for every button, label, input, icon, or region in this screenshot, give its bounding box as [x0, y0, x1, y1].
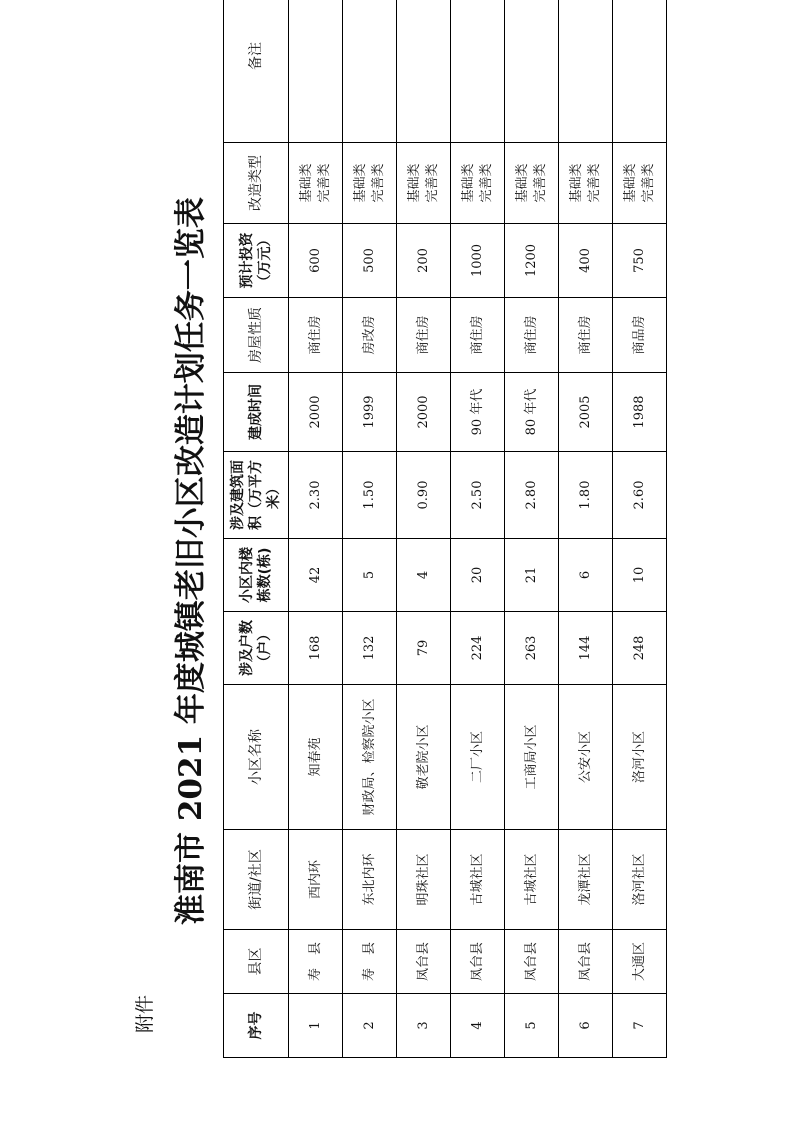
row-type: 基础类 完善类: [559, 143, 613, 224]
row-nature: 商住房: [451, 298, 505, 373]
row-nature: 商住房: [559, 298, 613, 373]
table-row: [505, 0, 559, 1058]
row-community-name: 公安小区: [559, 685, 613, 830]
row-county: 凤台县: [451, 930, 505, 994]
row-community-name: 知春苑: [289, 685, 343, 830]
row-area: 1.50: [343, 452, 397, 539]
row-county: 凤台县: [559, 930, 613, 994]
row-area: 1.80: [559, 452, 613, 539]
row-street: 西内环: [289, 830, 343, 930]
row-type: 基础类 完善类: [505, 143, 559, 224]
row-no: 4: [451, 994, 505, 1058]
row-investment: 600: [289, 224, 343, 298]
row-built-time: 2000: [289, 373, 343, 452]
row-street: 古城社区: [451, 830, 505, 930]
row-street: 明珠社区: [397, 830, 451, 930]
header-no: 序号: [224, 994, 289, 1058]
row-buildings: 4: [397, 539, 451, 612]
row-investment: 750: [613, 224, 667, 298]
row-nature: 房改房: [343, 298, 397, 373]
row-households: 132: [343, 612, 397, 685]
row-no: 5: [505, 994, 559, 1058]
row-buildings: 21: [505, 539, 559, 612]
row-no: 1: [289, 994, 343, 1058]
header-type: 改造类型: [224, 143, 289, 224]
row-street: 古城社区: [505, 830, 559, 930]
row-built-time: 1999: [343, 373, 397, 452]
row-nature: 商住房: [397, 298, 451, 373]
header-county: 县区: [224, 930, 289, 994]
row-buildings: 5: [343, 539, 397, 612]
row-county: 大通区: [613, 930, 667, 994]
header-built-time: 建成时间: [224, 373, 289, 452]
row-street: 洛河社区: [613, 830, 667, 930]
row-investment: 200: [397, 224, 451, 298]
row-households: 79: [397, 612, 451, 685]
row-note: [505, 0, 559, 143]
row-built-time: 90 年代: [451, 373, 505, 452]
row-type: 基础类 完善类: [397, 143, 451, 224]
row-built-time: 2000: [397, 373, 451, 452]
row-street: 龙潭社区: [559, 830, 613, 930]
row-street: 东北内环: [343, 830, 397, 930]
row-type: 基础类 完善类: [613, 143, 667, 224]
row-built-time: 1988: [613, 373, 667, 452]
row-buildings: 20: [451, 539, 505, 612]
header-street: 街道/社区: [224, 830, 289, 930]
row-community-name: 财政局、检察院小区: [343, 685, 397, 830]
row-no: 7: [613, 994, 667, 1058]
row-community-name: 工商局小区: [505, 685, 559, 830]
row-area: 2.60: [613, 452, 667, 539]
row-area: 2.30: [289, 452, 343, 539]
row-type: 基础类 完善类: [451, 143, 505, 224]
renovation-task-table: [223, 0, 667, 1058]
row-note: [613, 0, 667, 143]
row-note: [289, 0, 343, 143]
row-no: 6: [559, 994, 613, 1058]
row-county: 凤台县: [505, 930, 559, 994]
row-note: [397, 0, 451, 143]
row-investment: 500: [343, 224, 397, 298]
table-row: [289, 0, 343, 1058]
row-buildings: 42: [289, 539, 343, 612]
row-type: 基础类 完善类: [289, 143, 343, 224]
row-investment: 400: [559, 224, 613, 298]
table-header-row: [224, 0, 289, 1058]
row-type: 基础类 完善类: [343, 143, 397, 224]
table-row: [343, 0, 397, 1058]
row-households: 168: [289, 612, 343, 685]
document-title: 淮南市 2021 年度城镇老旧小区改造计划任务一览表: [173, 197, 209, 925]
row-no: 2: [343, 994, 397, 1058]
row-nature: 商住房: [289, 298, 343, 373]
header-investment: 预计投资（万元）: [224, 224, 289, 298]
header-buildings: 小区内楼栋数(栋): [224, 539, 289, 612]
row-households: 248: [613, 612, 667, 685]
row-note: [343, 0, 397, 143]
row-investment: 1000: [451, 224, 505, 298]
table-row: [451, 0, 505, 1058]
attachment-label: 附件: [134, 994, 156, 1033]
row-buildings: 10: [613, 539, 667, 612]
row-note: [559, 0, 613, 143]
row-community-name: 敬老院小区: [397, 685, 451, 830]
row-community-name: 洛河小区: [613, 685, 667, 830]
table-row: [397, 0, 451, 1058]
header-note: 备注: [224, 0, 289, 143]
row-buildings: 6: [559, 539, 613, 612]
row-community-name: 二厂小区: [451, 685, 505, 830]
row-nature: 商住房: [505, 298, 559, 373]
row-county: 寿 县: [343, 930, 397, 994]
table-row: [613, 0, 667, 1058]
row-built-time: 2005: [559, 373, 613, 452]
table-row: [559, 0, 613, 1058]
row-county: 寿 县: [289, 930, 343, 994]
row-households: 144: [559, 612, 613, 685]
header-households: 涉及户数（户）: [224, 612, 289, 685]
row-area: 0.90: [397, 452, 451, 539]
row-county: 凤台县: [397, 930, 451, 994]
row-area: 2.80: [505, 452, 559, 539]
row-built-time: 80 年代: [505, 373, 559, 452]
header-nature: 房屋性质: [224, 298, 289, 373]
row-note: [451, 0, 505, 143]
row-nature: 商品房: [613, 298, 667, 373]
row-investment: 1200: [505, 224, 559, 298]
row-households: 224: [451, 612, 505, 685]
row-no: 3: [397, 994, 451, 1058]
row-area: 2.50: [451, 452, 505, 539]
row-households: 263: [505, 612, 559, 685]
header-area: 涉及建筑面积（万平方米）: [224, 452, 289, 539]
header-community-name: 小区名称: [224, 685, 289, 830]
